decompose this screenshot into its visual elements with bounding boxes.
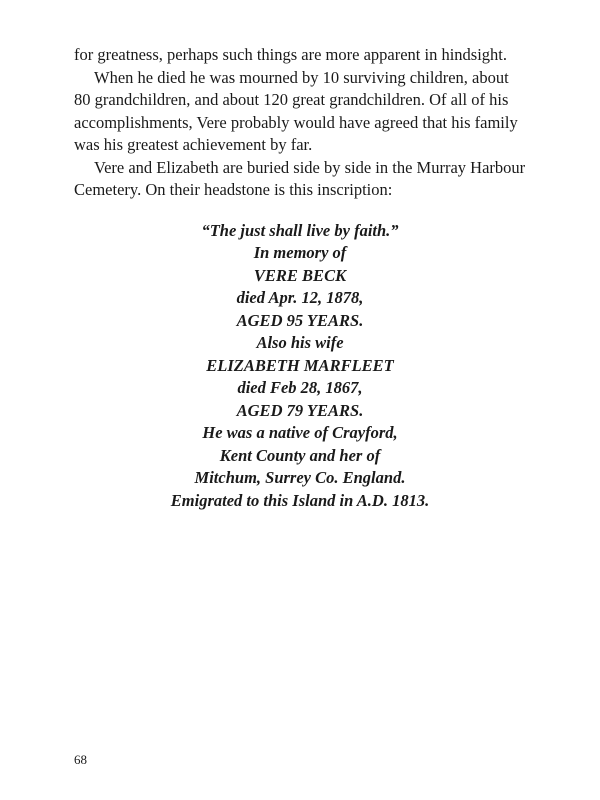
paragraph-continuation: for greatness, perhaps such things are more apparent in hindsight. xyxy=(74,45,508,64)
inscription-line: Also his wife xyxy=(256,333,344,352)
paragraph-burial: Vere and Elizabeth are buried side by side in the Murray Harbour Cemetery. On their headstone is this inscription: xyxy=(74,157,526,199)
inscription-line: Kent County and her of xyxy=(219,445,381,465)
inscription-line: Emigrated to this Island in A.D. 1813. xyxy=(170,490,430,510)
inscription-line: He was a native of Crayford, xyxy=(202,423,398,442)
page-content xyxy=(74,44,526,512)
paragraph-family-legacy: When he died he was mourned by 10 surviving children, about 80 grandchildren, and about 120 great grandchildren. Of all of his accomplishments, Vere probably would have agreed that his family was his greatest achievement by far. xyxy=(74,67,518,154)
inscription-line: ELIZABETH MARFLEET xyxy=(206,355,394,375)
inscription-line: died Feb 28, 1867, xyxy=(237,378,363,397)
inscription-line: VERE BECK xyxy=(253,265,347,285)
inscription-line: “The just shall live by faith.” xyxy=(201,220,399,240)
inscription-line: In memory of xyxy=(253,243,347,262)
inscription-line: AGED 79 YEARS. xyxy=(236,400,364,420)
page-number: 68 xyxy=(74,752,87,767)
headstone-inscription xyxy=(74,220,526,513)
inscription-line: Mitchum, Surrey Co. England. xyxy=(194,468,406,487)
inscription-line: AGED 95 YEARS. xyxy=(236,310,364,330)
inscription-line: died Apr. 12, 1878, xyxy=(236,288,364,307)
